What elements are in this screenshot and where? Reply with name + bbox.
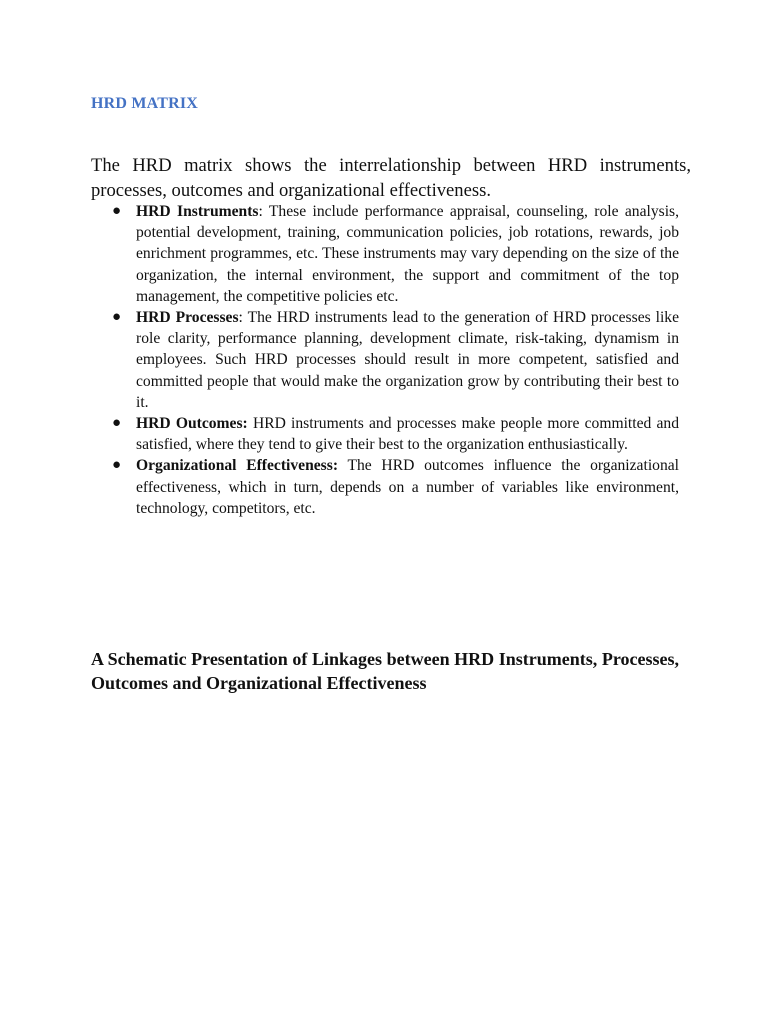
bullet-icon: ● — [112, 309, 122, 326]
list-item-hrd-instruments — [91, 201, 679, 307]
bullet-icon: ● — [112, 457, 122, 474]
intro-paragraph: The HRD matrix shows the interrelationship between HRD instruments, processes, outcomes and organizational effectiveness. — [91, 154, 691, 201]
item-description: The HRD outcomes influence the organizational effectiveness, which in turn, depends on a number of variables like environment, technology, competitors, etc. — [136, 457, 679, 517]
bullet-icon: ● — [112, 203, 122, 219]
list-item-hrd-processes — [91, 307, 679, 413]
hrd-components-list — [91, 201, 679, 519]
item-description: These include performance appraisal, counseling, role analysis, potential development, training, communication policies, job rotations, rewards, job enrichment programmes, etc. These instruments may vary depending on the size of the organization, the internal environment, the support and commitment of the top management, the competitive policies etc. — [136, 203, 680, 305]
item-separator: : — [238, 309, 248, 327]
item-term: HRD Instruments — [136, 203, 259, 220]
item-term: HRD Outcomes: — [136, 415, 248, 433]
item-description: HRD instruments and processes make people more committed and satisfied, where they tend to give their best to the organization enthusiastically. — [136, 415, 680, 454]
bullet-icon: ● — [112, 415, 122, 432]
item-separator: : — [258, 203, 269, 220]
item-term: HRD Processes — [136, 309, 239, 327]
list-item-hrd-outcomes — [91, 413, 679, 455]
item-description: The HRD instruments lead to the generation of HRD processes like role clarity, performance planning, development climate, risk-taking, dynamism in employees. Such HRD processes should result in more competent, satisfied and committed people that would make the organization grow by contributing their best to it. — [136, 309, 680, 411]
schematic-title: A Schematic Presentation of Linkages between HRD Instruments, Processes, Outcomes and Organizational Effectiveness — [91, 649, 679, 693]
list-item-organizational-effectiveness — [91, 455, 679, 519]
item-term: Organizational Effectiveness: — [136, 457, 339, 475]
section-heading: HRD MATRIX — [91, 95, 199, 112]
